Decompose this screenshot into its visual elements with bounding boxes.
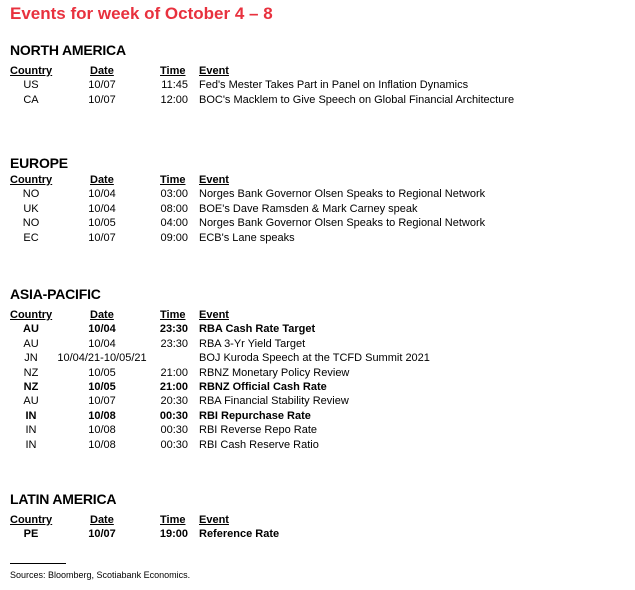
column-header-country: Country bbox=[10, 309, 53, 321]
cell-event: RBNZ Official Cash Rate bbox=[199, 380, 327, 393]
cell-time: 23:30 bbox=[159, 323, 188, 336]
column-header-date: Date bbox=[90, 514, 114, 526]
cell-time: 12:00 bbox=[160, 93, 188, 106]
region-asia-pacific bbox=[10, 284, 625, 452]
column-header-row bbox=[10, 308, 625, 322]
cell-date: 10/07 bbox=[88, 93, 116, 106]
cell-event: BOJ Kuroda Speech at the TCFD Summit 2021 bbox=[199, 352, 430, 365]
cell-country: NZ bbox=[23, 380, 39, 393]
column-header-time: Time bbox=[160, 514, 186, 526]
event-row bbox=[10, 337, 625, 351]
column-header-time: Time bbox=[160, 65, 186, 77]
cell-time: 04:00 bbox=[160, 217, 188, 230]
column-header-time: Time bbox=[160, 174, 186, 186]
cell-event: Fed's Mester Takes Part in Panel on Inflation Dynamics bbox=[199, 79, 469, 92]
cell-country: AU bbox=[23, 323, 39, 336]
cell-event: ECB's Lane speaks bbox=[199, 231, 295, 244]
column-header-row bbox=[10, 64, 625, 78]
cell-date: 10/08 bbox=[88, 438, 116, 451]
cell-country: NO bbox=[22, 188, 40, 201]
event-row bbox=[10, 394, 625, 408]
column-header-country: Country bbox=[10, 65, 53, 77]
region-title: ASIA-PACIFIC bbox=[10, 286, 101, 302]
cell-country: PE bbox=[23, 528, 39, 541]
event-row bbox=[10, 409, 625, 423]
event-row bbox=[10, 202, 625, 216]
cell-time: 00:30 bbox=[159, 409, 188, 422]
cell-event: Norges Bank Governor Olsen Speaks to Regional Network bbox=[199, 188, 486, 201]
cell-country: AU bbox=[23, 395, 39, 408]
column-header-country: Country bbox=[10, 174, 53, 186]
cell-date: 10/04 bbox=[88, 323, 116, 336]
column-header-date: Date bbox=[90, 65, 114, 77]
event-row bbox=[10, 438, 625, 452]
cell-date: 10/04/21-10/05/21 bbox=[57, 352, 147, 365]
column-header-event: Event bbox=[199, 65, 229, 77]
column-header-event: Event bbox=[199, 309, 229, 321]
event-row bbox=[10, 231, 625, 245]
cell-time: 08:00 bbox=[160, 202, 188, 215]
cell-time: 20:30 bbox=[160, 395, 188, 408]
cell-country: CA bbox=[23, 93, 39, 106]
cell-country: EC bbox=[23, 231, 39, 244]
footnote-divider bbox=[10, 563, 66, 564]
cell-date: 10/07 bbox=[88, 231, 116, 244]
column-header-country: Country bbox=[10, 514, 53, 526]
event-row bbox=[10, 423, 625, 437]
cell-time: 21:00 bbox=[160, 366, 188, 379]
cell-time: 00:30 bbox=[160, 424, 188, 437]
column-header-date: Date bbox=[90, 174, 114, 186]
cell-date: 10/07 bbox=[88, 528, 116, 541]
region-europe bbox=[10, 153, 625, 245]
cell-date: 10/04 bbox=[88, 337, 116, 350]
cell-event: Reference Rate bbox=[199, 528, 280, 541]
page-title: Events for week of October 4 – 8 bbox=[10, 4, 273, 23]
region-title: EUROPE bbox=[10, 155, 68, 171]
cell-event: RBI Cash Reserve Ratio bbox=[199, 438, 319, 451]
cell-date: 10/04 bbox=[88, 202, 116, 215]
cell-country: AU bbox=[23, 337, 39, 350]
event-row bbox=[10, 380, 625, 394]
cell-event: Norges Bank Governor Olsen Speaks to Regional Network bbox=[199, 217, 486, 230]
cell-time: 23:30 bbox=[160, 337, 188, 350]
event-row bbox=[10, 351, 625, 365]
cell-event: BOC's Macklem to Give Speech on Global Financial Architecture bbox=[199, 93, 515, 106]
cell-time: 09:00 bbox=[160, 231, 188, 244]
event-row bbox=[10, 93, 625, 107]
cell-country: IN bbox=[25, 438, 37, 451]
cell-event: RBA 3-Yr Yield Target bbox=[199, 337, 306, 350]
cell-date: 10/07 bbox=[88, 395, 116, 408]
event-row bbox=[10, 216, 625, 230]
event-row bbox=[10, 187, 625, 201]
cell-date: 10/04 bbox=[88, 188, 116, 201]
cell-country: NO bbox=[22, 217, 40, 230]
column-header-row bbox=[10, 173, 625, 187]
cell-country: IN bbox=[25, 409, 37, 422]
cell-event: RBA Financial Stability Review bbox=[199, 395, 349, 408]
cell-date: 10/05 bbox=[88, 217, 116, 230]
region-north-america bbox=[10, 40, 625, 107]
cell-date: 10/07 bbox=[88, 79, 116, 92]
cell-time: 19:00 bbox=[159, 528, 188, 541]
cell-time: 00:30 bbox=[160, 438, 188, 451]
footnote-sources: Sources: Bloomberg, Scotiabank Economics. bbox=[10, 570, 191, 580]
cell-country: JN bbox=[24, 352, 38, 365]
cell-event: BOE's Dave Ramsden & Mark Carney speak bbox=[199, 202, 418, 215]
cell-country: US bbox=[23, 79, 39, 92]
cell-event: RBA Cash Rate Target bbox=[199, 323, 316, 336]
cell-event: RBI Repurchase Rate bbox=[199, 409, 311, 422]
cell-time: 21:00 bbox=[159, 380, 188, 393]
region-latin-america bbox=[10, 489, 625, 542]
column-header-row bbox=[10, 513, 625, 527]
cell-country: NZ bbox=[23, 366, 39, 379]
column-header-time: Time bbox=[160, 309, 186, 321]
cell-time: 03:00 bbox=[160, 188, 188, 201]
cell-date: 10/05 bbox=[88, 366, 116, 379]
cell-date: 10/08 bbox=[88, 424, 116, 437]
cell-event: RBI Reverse Repo Rate bbox=[199, 424, 317, 437]
event-row bbox=[10, 78, 625, 92]
column-header-event: Event bbox=[199, 514, 229, 526]
cell-time: 11:45 bbox=[161, 79, 188, 92]
cell-country: UK bbox=[23, 202, 39, 215]
cell-country: IN bbox=[25, 424, 37, 437]
event-row bbox=[10, 527, 625, 541]
column-header-date: Date bbox=[90, 309, 114, 321]
region-title: NORTH AMERICA bbox=[10, 42, 126, 58]
column-header-event: Event bbox=[199, 174, 229, 186]
cell-date: 10/08 bbox=[88, 409, 116, 422]
event-row bbox=[10, 322, 625, 336]
cell-date: 10/05 bbox=[88, 380, 116, 393]
event-row bbox=[10, 366, 625, 380]
cell-event: RBNZ Monetary Policy Review bbox=[199, 366, 350, 379]
region-title: LATIN AMERICA bbox=[10, 491, 117, 507]
